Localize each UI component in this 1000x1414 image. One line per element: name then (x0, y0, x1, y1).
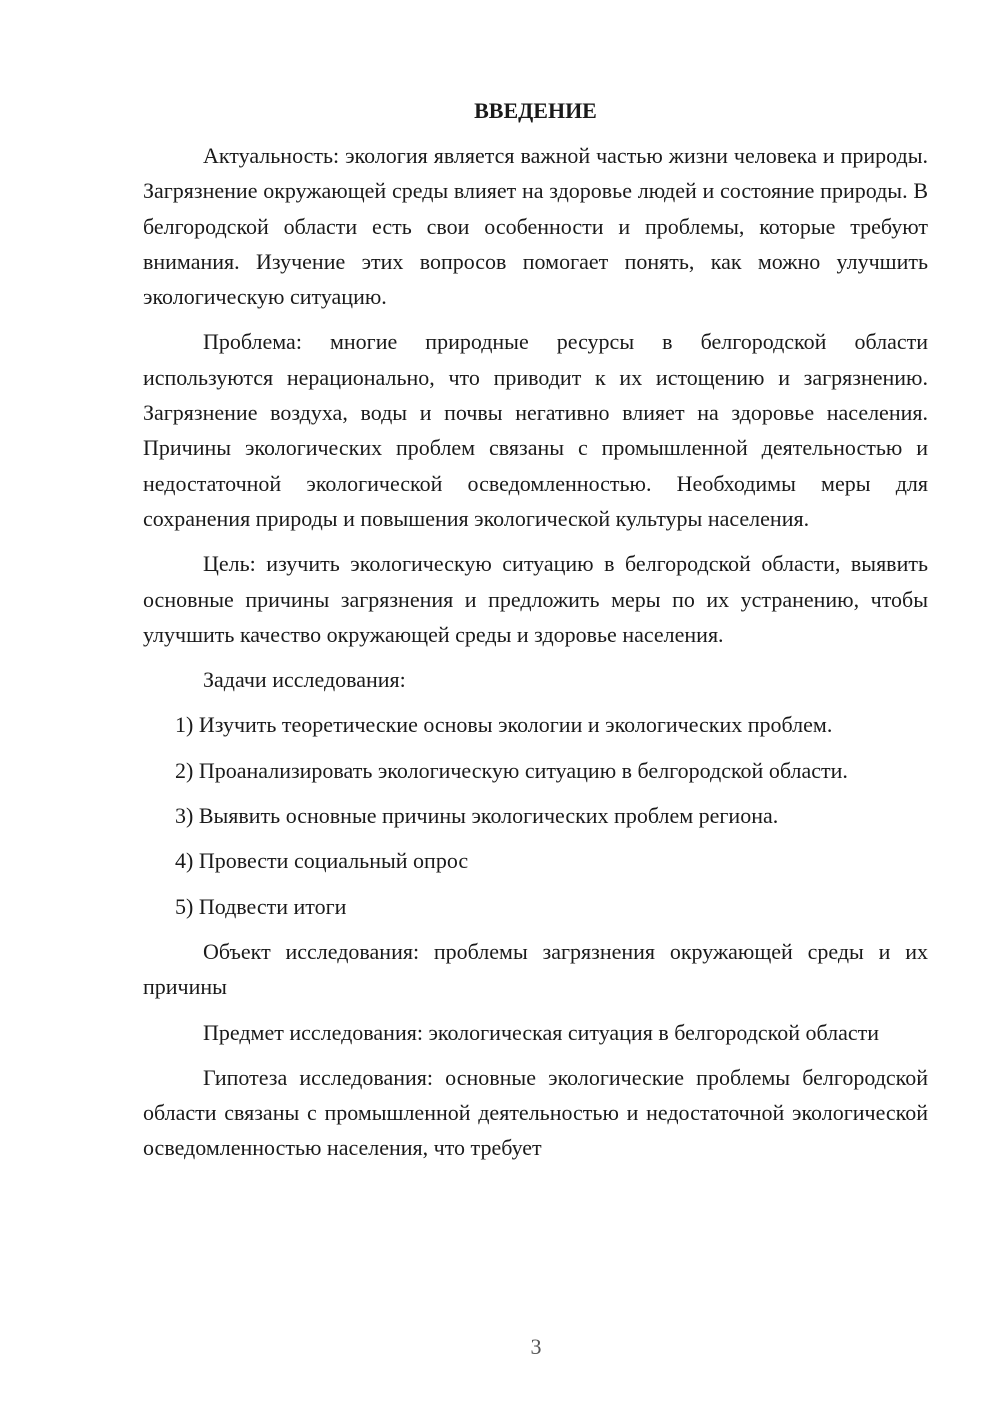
section-title: ВВЕДЕНИЕ (474, 98, 597, 123)
task-item: 4) Провести социальный опрос (175, 848, 469, 874)
relevance-paragraph: Актуальность: экология является важной частью жизни человека и природы. Загрязнение окружающей среды влияет на здоровье людей и состояние природы. В белгородской области есть свои особенности и проблемы, которые требуют внимания. Изучение этих вопросов помогает понять, как можно улучшить экологическую ситуацию. (143, 143, 928, 310)
task-item: 1) Изучить теоретические основы экологии и экологических проблем. (175, 712, 833, 738)
hypothesis-paragraph: Гипотеза исследования: основные экологические проблемы белгородской области связаны с промышленной деятельностью и недостаточной экологической осведомленностью населения, что требует (143, 1064, 928, 1161)
subject-paragraph: Предмет исследования: экологическая ситуация в белгородской области (203, 1019, 880, 1045)
document-page (143, 96, 928, 1176)
problem-paragraph: Проблема: многие природные ресурсы в белгородской области используются нерационально, что приводит к их истощению и загрязнению. Загрязнение воздуха, воды и почвы негативно влияет на здоровье населения. Причины экологических проблем связаны с промышленной деятельностью и недостаточной экологической осведомленностью. Необходимы меры для сохранения природы и повышения экологической культуры населения. (143, 329, 928, 531)
task-item: 3) Выявить основные причины экологических проблем региона. (175, 803, 779, 829)
task-item: 2) Проанализировать экологическую ситуацию в белгородской области. (175, 757, 848, 783)
goal-paragraph: Цель: изучить экологическую ситуацию в белгородской области, выявить основные причины загрязнения и предложить меры по их устранению, чтобы улучшить качество окружающей среды и здоровье населения. (143, 551, 928, 647)
page-number: 3 (530, 1334, 542, 1359)
task-item: 5) Подвести итоги (175, 893, 347, 919)
object-paragraph: Объект исследования: проблемы загрязнения окружающей среды и их причины (143, 938, 928, 1000)
tasks-heading: Задачи исследования: (203, 667, 406, 693)
